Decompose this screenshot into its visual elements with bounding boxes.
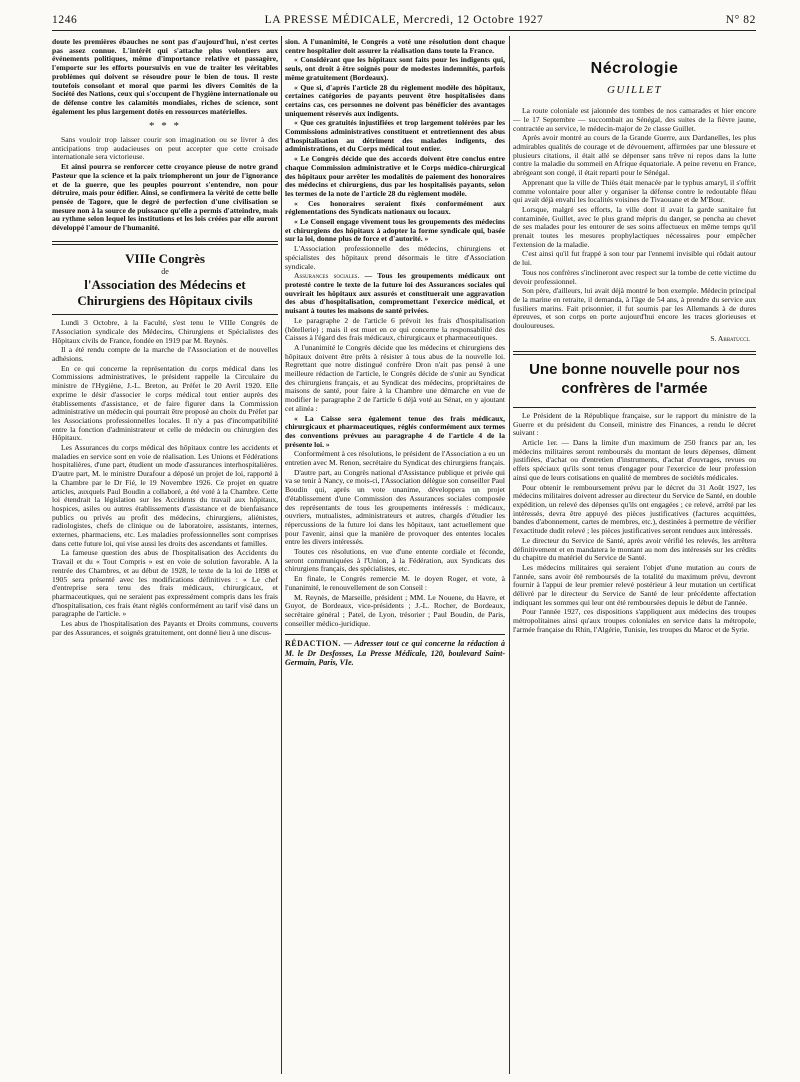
title-rule xyxy=(513,407,756,408)
paragraph: Toutes ces résolutions, en vue d'une entente cordiale et féconde, seront communiquées à l'Union, à la Fédération, aux Syndicats des chirurgiens français, des spécialistes, etc. xyxy=(285,547,505,574)
paragraph: Sans vouloir trop laisser courir son imagination ou se livrer à des anticipations trop audacieuses on peut accepter que cette croisade internationale sera victorieuse. xyxy=(52,135,278,162)
resolution-paragraph: « Que ces gratuités injustifiées et trop largement tolérées par les Commissions administratives constituent et entretiennent des abus d'hospitalisation au détriment des malades indigents, des administrations, et du Corps médical tout entier. xyxy=(285,118,505,154)
paragraph: Il a été rendu compte de la marche de l'Association et de nouvelles adhésions. xyxy=(52,345,278,363)
paragraph: Le Président de la République française, sur le rapport du ministre de la Guerre et du président du Conseil, ministre des Finances, a rendu le décret suivant : xyxy=(513,410,756,438)
resolution-paragraph: « Le Conseil engage vivement tous les groupements des médecins et chirurgiens des hôpitaux à adopter la forme syndicale qui, basée sur la loi, donne plus de force et d'autorité. » xyxy=(285,217,505,244)
header-rule xyxy=(52,30,756,31)
section-lead: Assurances sociales. xyxy=(294,271,360,281)
paragraph: Apprenant que la ville de Thiès était menacée par le typhus amaryl, il s'offrit comme volontaire pour aller y organiser la défense contre le redoutable fléau qui avait déjà envahi les localités voisines de Tivaouane et de M'Bour. xyxy=(513,177,756,205)
paragraph: Lundi 3 Octobre, à la Faculté, s'est tenu le VIIIe Congrès de l'Association syndicale des Médecins, Chirurgiens et Spécialistes des Hôpitaux civils de France, fondée en 1919 par M. Reynès. xyxy=(52,318,278,345)
paragraph: « La Caisse sera également tenue des frais médicaux, chirurgicaux et pharmaceutiques, réglés conformément aux termes des conventions prévues au paragraphe 4 de l'article 4 de la présente loi. » xyxy=(285,413,505,449)
section-rule xyxy=(513,351,756,355)
paragraph: sion. A l'unanimité, le Congrès a voté une résolution dont chaque centre hospitalier doit assurer la réalisation dans toute la France. xyxy=(285,38,505,55)
section-asterism: * * * xyxy=(149,120,181,133)
article-subtitle: l'Association des Médecins et Chirurgiens des Hôpitaux civils xyxy=(77,277,253,308)
paragraph: En finale, le Congrès remercie M. le doyen Roger, et vote, à l'unanimité, le renouvellement de son Conseil : xyxy=(285,574,505,592)
paragraph: Son père, d'ailleurs, lui avait déjà montré le bon exemple. Médecin principal de la marine en retraite, il demanda, à l'âge de 54 ans, à prendre du service aux fusiliers marins. Fait prisonnier, il fut soumis par les Allemands à de dures épreuves, et son corps en porte aujourd'hui encore les traces glorieuses et douloureuses. xyxy=(513,286,756,331)
paragraph: Le directeur du Service de Santé, après avoir vérifié les relevés, les arrêtera définitivement et en mandatera le montant au nom des intéressés sur les crédits du chapitre du matériel du Service de Santé. xyxy=(513,535,756,563)
redaction-text: — Adresser tout ce qui concerne la rédaction à M. le Dr Desfosses, La Presse Médicale, 120, boulevard Saint-Germain, Paris, VIe. xyxy=(285,639,505,667)
resolution-paragraph: « Que si, d'après l'article 28 du règlement modèle des hôpitaux, certaines catégories de payants peuvent être hospitalisées dans certains cas, ces personnes ne doivent pas bénéficier des avantages uniquement réservés aux indigents. xyxy=(285,82,505,118)
paragraph: Conformément à ces résolutions, le président de l'Association a eu un entretien avec M. Renon, secrétaire du Syndicat des chirurgiens français. xyxy=(285,449,505,468)
paragraph: A l'unanimité le Congrès décide que les médecins et chirurgiens des hôpitaux doivent être prêts à résister à tous abus de la nouvelle loi. Regrettant que notre distingué confrère Dron n'ait pas pensé à une meilleure rédaction de l'article, le Congrès décide de s'unir au Syndicat des chirurgiens français, et au Syndicat des médecins, propriétaires de maisons de santé, pour faire à la Chambre une démarche en vue de modifier le paragraphe 2 de l'article 6 déjà voté au Sénat, en y ajoutant cet alinéa : xyxy=(285,342,505,413)
paragraph: Et ainsi pourra se renforcer cette croyance pieuse de notre grand Pasteur que la science et la paix triompheront un jour de l'ignorance et de la guerre, que les peuples pourront s'entendre, non pour détruire, mais pour édifier. Ainsi, se confirmera la vérité de cette belle pensée de Tagore, que le degré de perfection d'une civilisation se mesure non à la source de puissance qu'elle a permis d'atteindre, mais au rythme selon lequel les institutions et les lois créées par elle auront développé l'amour de l'humanité. xyxy=(52,162,278,233)
obituary-name: GUILLET xyxy=(606,84,663,97)
paragraph: doute les premières ébauches ne sont pas d'aujourd'hui, n'est certes pas assez connue. L'intérêt qui s'attache plus volontiers aux événements politiques, même d'importance relative et passagère, l'emporte sur les efforts poursuivis en vue de traiter les véritables problèmes qui doivent se résoudre pour le bien de tous. Il reste toutefois consolant et moral que parmi les divers Comités de la Société des Nations, ceux qui s'occupent de l'hygiène internationale ou de défense contre les calamités mondiales, riches de science, sont également les plus largement dotés en ressources matérielles. xyxy=(52,38,278,116)
redaction-notice xyxy=(285,639,505,667)
paragraph: La fameuse question des abus de l'hospitalisation des Accidents du Travail et du « Tout Compris » est en voie de solution favorable. A la rentrée des Chambres, et au début de 1928, le texte de la loi de 1898 et 1905 sera présenté avec les modifications définitives : « Le chef d'entreprise sera tenu des frais médicaux, chirurgicaux, et pharmaceutiques, qui ne seraient pas expressément compris dans les frais d'hospitalisation, ces frais étant réglés conformément au tarif visé dans un paragraphe de l'article. » xyxy=(52,548,278,619)
column-1 xyxy=(52,38,278,639)
masthead-title: LA PRESSE MÉDICALE, Mercredi, 12 Octobre 1927 xyxy=(264,14,544,26)
resolution-paragraph: « Ces honoraires seraient fixés conformément aux réglementations des Syndicats nationaux ou locaux. xyxy=(285,198,505,217)
section-rule xyxy=(285,634,505,635)
page-number: 1246 xyxy=(52,14,78,26)
paragraph: Après avoir montré au cours de la Grande Guerre, aux Dardanelles, les plus admirables qualités de courage et de dévouement, affirmées par une blessure et plusieurs citations, il était allé se dépenser sans trêve ni repos dans la lutte contre la maladie du sommeil en Afrique équatoriale. A peine revenu en France, abrégeant son congé, il était reparti pour le Sénégal. xyxy=(513,133,756,178)
paragraph: Article 1er. — Dans la limite d'un maximum de 250 francs par an, les médecins militaires seront remboursés du montant de leurs dépenses, dûment justifiées, d'achat ou d'entretien d'instruments, d'achat d'ouvrages, revues ou effets spéciaux qu'ils sont tenus d'engager pour l'exercice de leur profession ainsi que de leurs cotisations en qualité de membres de sociétés médicales. xyxy=(513,438,756,482)
column-divider xyxy=(509,36,510,1074)
resolution-paragraph: « Considérant que les hôpitaux sont faits pour les indigents qui, seuls, ont droit à être soignés pour de modestes indemnités, parfois même gratuitement (Bordeaux). xyxy=(285,55,505,82)
article-title-connector: de xyxy=(161,266,169,276)
column-2 xyxy=(285,38,505,667)
paragraph: La route coloniale est jalonnée des tombes de nos camarades et hier encore — le 17 Septembre — succombait au Sénégal, des suites de la fièvre jaune, contractée au service, le médecin-major de 2e classe Guillet. xyxy=(513,106,756,133)
paragraph: Les Assurances du corps médical des hôpitaux contre les accidents et maladies en service sont en voie de réalisation. Les Unions et Fédérations hospitalières, d'une part, étudient un mode d'assurances interhospitalières. D'autre part, M. le ministre Durafour a déposé un projet de loi, rapporté à la Chambre par le Dr Fié, le 19 Novembre 1926. Ce projet en quatre articles, auxquels Paul Boudin a collaboré, a été voté à la Chambre. Cette loi étendrait la législation sur les Accidents du travail aux hôpitaux, hospices, asiles ou autres établissements d'assistance et de bienfaisance publics ou privés au profit des médecins, chirurgiens, aliénistes, radiologistes, chefs de clinique ou de laboratoire, assistants, internes, externes, pharmaciens, etc. Les maladies professionnelles sont comprises dans cette future loi, qui vise aussi les droits des ascendants et familles. xyxy=(52,443,278,548)
resolution-paragraph: « Le Congrès décide que des accords doivent être conclus entre chaque Commission administrative et le Corps médico-chirurgical des hôpitaux pour arrêter les modalités de paiement des honoraires des médecins et chirurgiens, dus par les hospitalisés payants, selon les termes de la note de l'article 28 du règlement modèle. xyxy=(285,154,505,198)
paragraph: L'Association professionnelle des médecins, chirurgiens et spécialistes des hôpitaux prend désormais le titre d'Association syndicale. xyxy=(285,244,505,271)
paragraph: Le paragraphe 2 de l'article 6 prévoit les frais d'hospitalisation (hôtellerie) ; mais il est muet en ce qui concerne la responsabilité des Caisses à l'égard des frais médicaux, chirurgicaux et pharmaceutiques. xyxy=(285,315,505,343)
paragraph: D'autre part, au Congrès national d'Assistance publique et privée qui va se tenir à Nancy, ce mois-ci, l'Association délègue son conseiller Paul Boudin qui, après un vote unanime, développera un projet d'établissement d'une Commission des Assurances sociales composée des représentants de tous les groupements intéressés : médicaux, ouvriers, mutualistes, administrateurs et autres, chargés d'étudier les répercussions de la future loi dans les hôpitaux, tant actuellement que pour l'avenir, ainsi que la manière de provoquer des ententes locales entre les divers intéressés. xyxy=(285,467,505,547)
signature: S. Abbatucci. xyxy=(710,333,750,343)
section-rule xyxy=(52,241,278,245)
council-list: M. Reynès, de Marseille, président ; MM. Le Nouene, du Havre, et Guyot, de Bordeaux, vice-présidents ; J.-L. Rocher, de Bordeaux, secrétaire général ; Patel, de Lyon, trésorier ; Paul Boudin, de Paris, conseiller médico-juridique. xyxy=(285,592,505,628)
issue-number: N° 82 xyxy=(725,14,756,26)
paragraph: En ce qui concerne la représentation du corps médical dans les Commissions administratives, le président rappelle la Circulaire du ministre de l'Hygiène, J.-L. Breton, au Préfet le 20 Avril 1920. Elle exprime le désir d'associer le corps médical tout entier auprès des établissements d'assistance, et de faire figurer dans la Commission administrative un médecin qui pourrait être proposé au choix du Préfet par les Associations professionnelles locales. Il n'y a pas d'incompatibilité entre la fonction d'administrateur et celle de médecin ou chirurgien des Hôpitaux. xyxy=(52,363,278,443)
paragraph: Les abus de l'hospitalisation des Payants et Droits communs, couverts par des Assurances, et soignés gratuitement, ont donné lieu à une discus- xyxy=(52,619,278,637)
redaction-label: RÉDACTION. xyxy=(285,639,341,649)
paragraph: Lorsque, malgré ses efforts, la ville dont il avait la garde sanitaire fut contaminée, Guillet, avec le plus grand mépris du danger, se pencha au chevet de ses malades pour les entourer de ses soins affectueux en même temps qu'il prenait toutes les mesures prophylactiques nécessaires pour empêcher l'extension de la maladie. xyxy=(513,204,756,249)
section-text: — Tous les groupements médicaux ont protesté contre le texte de la future loi des Assurances sociales qui ouvrirait les hôpitaux aux assurés et constituerait une aggravation des abus d'hospitalisation, compromettant l'exercice médical, et nuisant à toutes les maisons de santé privées. xyxy=(285,271,505,316)
paragraph: Pour obtenir le remboursement prévu par le décret du 31 Août 1927, les médecins militaires doivent adresser au directeur du Service de Santé, en double expédition, un relevé des dépenses qu'ils ont engagées ; ce relevé, arrêté par les intéressés, devra être appuyé des pièces justificatives (factures acquittées, bandes d'abonnement, cartes de membres, etc.), destinées à permettre de vérifier l'exactitude dudit relevé ; les pièces justificatives seront rendues aux intéressés. xyxy=(513,482,756,536)
article-title: Une bonne nouvelle pour nos confrères de l'armée xyxy=(529,361,740,398)
paragraph xyxy=(285,272,505,316)
article-title: VIIIe Congrès xyxy=(125,250,205,266)
paragraph: Pour l'année 1927, ces dispositions s'appliquent aux médecins des troupes métropolitaines ainsi qu'aux troupes coloniales en service dans la métropole, l'armée française du Rhin, l'Algérie, Tunisie, les troupes du Maroc et de Syrie. xyxy=(513,607,756,634)
title-rule xyxy=(52,314,278,315)
column-divider xyxy=(281,36,282,1074)
paragraph: Tous nos confrères s'inclineront avec respect sur la tombe de cette victime du devoir professionnel. xyxy=(513,267,756,286)
section-title: Nécrologie xyxy=(590,60,679,77)
page-header xyxy=(52,10,756,30)
paragraph: C'est ainsi qu'il fut frappé à son tour par l'ennemi invisible qui rôdait autour de lui. xyxy=(513,249,756,268)
column-3 xyxy=(513,38,756,636)
paragraph: Les médecins militaires qui seraient l'objet d'une mutation au cours de l'année, sans avoir été remboursés de la totalité du maximum prévu, devront fournir à l'appui de leur premier relevé postérieur à leur mutation un certificat délivré par le directeur du Service de Santé de leur précédente affectation indiquant les sommes qui leur ont été remboursées depuis le début de l'année. xyxy=(513,562,756,607)
